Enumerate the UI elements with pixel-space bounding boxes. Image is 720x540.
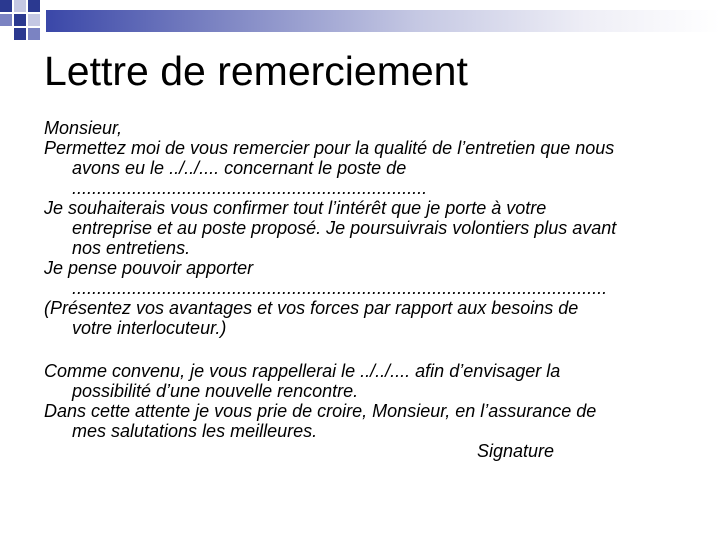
letter-line: Je souhaiterais vous confirmer tout l’intérêt que je porte à votre — [44, 198, 547, 218]
decor-square — [0, 14, 12, 26]
letter-line: Dans cette attente je vous prie de croire, Monsieur, en l’assurance de — [44, 401, 597, 421]
letter-paragraph — [44, 258, 694, 298]
letter-line: Monsieur, — [44, 118, 123, 138]
letter-paragraph — [44, 198, 694, 258]
decor-square — [28, 28, 40, 40]
letter-body — [44, 118, 694, 461]
letter-paragraph — [44, 138, 694, 198]
letter-line: Permettez moi de vous remercier pour la qualité de l’entretien que nous — [44, 138, 615, 158]
letter-line: (Présentez vos avantages et vos forces par rapport aux besoins de — [44, 298, 579, 318]
decor-square — [14, 28, 26, 40]
letter-paragraph — [44, 118, 694, 138]
letter-line: mes salutations les meilleures. — [72, 421, 318, 441]
letter-line: Comme convenu, je vous rappellerai le ../../.... afin d’envisager la — [44, 361, 561, 381]
letter-line: Je pense pouvoir apporter — [44, 258, 254, 278]
letter-line: avons eu le ../../.... concernant le poste de — [72, 158, 407, 178]
letter-line: votre interlocuteur.) — [72, 318, 227, 338]
slide-title: Lettre de remerciement — [44, 48, 468, 94]
letter-paragraph — [44, 361, 694, 401]
decor-square — [28, 0, 40, 12]
decor-square — [14, 0, 26, 12]
letter-line: entreprise et au poste proposé. Je poursuivrais volontiers plus avant — [72, 218, 617, 238]
paragraph-gap — [44, 338, 694, 361]
decor-square — [14, 14, 26, 26]
letter-line: ........................................................................................................... — [72, 278, 608, 298]
signature-label: Signature — [477, 441, 555, 461]
header-gradient-bar — [46, 10, 720, 32]
letter-line: possibilité d’une nouvelle rencontre. — [72, 381, 359, 401]
decor-square — [0, 0, 12, 12]
decor-square — [28, 14, 40, 26]
letter-paragraph — [44, 298, 694, 338]
letter-paragraph — [44, 401, 694, 441]
header-decoration — [0, 0, 720, 40]
letter-line: nos entretiens. — [72, 238, 191, 258]
letter-line: ....................................................................... — [72, 178, 428, 198]
